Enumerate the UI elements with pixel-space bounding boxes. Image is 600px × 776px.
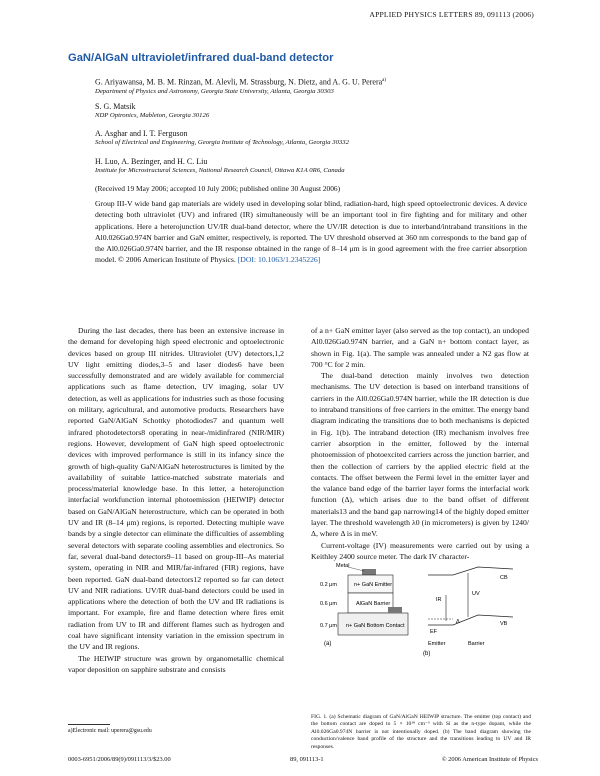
figure-caption: FIG. 1. (a) Schematic diagram of GaN/AlGaN HEIWIP structure. The emitter (top contact) and the bottom contact are doped to 5 × 10¹⁸ cm⁻³ with Si as the n-type dopant, while the Al0.026Ga0.974N barrier is not intentionally doped. (b) The band diagram showing the conduction/valence band profile of the structure and the transitions leading to UV and IR responses. — [311, 714, 531, 750]
label-vb: VB — [500, 621, 508, 627]
structure-diagram — [320, 563, 408, 647]
body-paragraph: The HEIWIP structure was grown by organometallic chemical vapor deposition on sapphire substrate and consists — [68, 653, 284, 674]
label-emitter-thickness: 0.2 μm — [320, 582, 337, 588]
label-uv: UV — [472, 591, 480, 597]
abstract-text: Group III-V wide band gap materials are widely used in developing solar blind, radiation-hard, high speed optoelectronic devices. A device detecting both ultraviolet (UV) and infrared (IR) simultaneously will be an important tool in fire fighting and for military and other applications. Here a heterojunction UV/IR dual-band detector, where the UV/IR detection is due to interband/intraband transitions in the Al0.026Ga0.974N barrier and GaN emitter, respectively, is reported. The UV threshold observed at 360 nm corresponds to the band gap of the Al0.026Ga0.974N barrier, and the IR response obtained in the range of 8–14 μm is in good agreement with the free carrier absorption model. © 2006 American Institute of Physics. — [95, 199, 527, 265]
doi-link[interactable]: [DOI: 10.1063/1.2345226] — [237, 255, 321, 265]
institution: Institute for Microstructural Sciences, National Research Council, Ottawa K1A 0R6, Canada — [95, 167, 345, 174]
right-column — [311, 325, 529, 562]
metal-contact-bottom — [388, 607, 402, 613]
label-panel-a: (a) — [324, 641, 332, 647]
author-list: A. Asghar and I. T. Ferguson — [95, 129, 188, 138]
received-dates: (Received 19 May 2006; accepted 10 July 2006; published online 30 August 2006) — [95, 184, 341, 193]
author-list: H. Luo, A. Bezinger, and H. C. Liu — [95, 157, 208, 166]
affiliation-4 — [95, 157, 345, 175]
label-delta: Δ — [456, 619, 460, 625]
footnote-rule — [68, 724, 110, 725]
affiliation-3 — [95, 129, 349, 147]
footer-right: © 2006 American Institute of Physics — [441, 756, 538, 763]
band-diagram — [423, 567, 513, 657]
institution: NDP Optronics, Mableton, Georgia 30126 — [95, 112, 210, 119]
body-paragraph: The dual-band detection mainly involves two detection mechanisms. The UV detection is based on interband transitions of carriers in the Al0.026Ga0.974N barrier, while the IR detection is due to intraband transitions of free carriers in the emitter. The energy band diagram indicating the transitions due to both mechanisms is depicted in Fig. 1(b). The intraband detection (IR) mechanism involves free carrier absorption in the emitter, followed by the internal photoemission of photoexcited carriers across the junction barrier, and then the collection of carriers by the applied electric field at the contacts. The offset between the Fermi level in the emitter layer and the valance band edge of the barrier layer forms the interfacial work function (Δ), which arises due to the band offset of different materials13 and the band gap narrowing14 of the highly doped emitter layer. The threshold wavelength λ0 (in micrometers) is given by 1240/Δ, where Δ is in meV. — [311, 371, 529, 539]
body-paragraph: of a n+ GaN emitter layer (also served as the top contact), an undoped Al0.026Ga0.974N barrier, and a GaN n+ bottom contact layer, as shown in Fig. 1(a). The sample was annealed under a N2 gas flow at 700 °C for 2 min. — [311, 326, 529, 369]
label-barrier-thickness: 0.6 μm — [320, 601, 337, 607]
label-contact: n+ GaN Bottom Contact — [346, 623, 405, 629]
author-list: G. Ariyawansa, M. B. M. Rinzan, M. Alevli, M. Strassburg, N. Dietz, and A. G. U. Perera$^{a)}$ — [95, 77, 387, 87]
label-ef: EF — [430, 629, 438, 635]
paper-title: GaN/AlGaN ultraviolet/infrared dual-band detector — [68, 52, 334, 64]
label-barrier: AlGaN Barrier — [356, 601, 391, 607]
running-head: APPLIED PHYSICS LETTERS 89, 091113 (2006) — [369, 10, 534, 19]
left-column — [68, 325, 284, 675]
affiliation-2 — [95, 102, 209, 120]
body-paragraph: During the last decades, there has been an extensive increase in the demand for developing high speed electronic and optoelectronic devices based on group III nitrides. Ultraviolet (UV) detectors,1,2 UV light emitting diodes,3–5 and laser diodes6 have been successfully demonstrated and are widely available for commercial applications such as flame detection, UV imaging, solar UV detection, as well as applications for industries such as those focusing on military, agricultural, and automotive products. Researchers have reported GaN/AlGaN Schottky photodiodes7 and quantum well infrared photodetectors8 operating in near-/midinfrared (NIR/MIR) regions. However, development of GaN high speed optoelectronic devices with improved performance is still in its infancy since the growth of high-quality GaN/AlGaN heterostructures is limited by the availability of suitable lattice-matched substrate materials and process/material knowledge base. In this letter, a heterojunction interfacial workfunction internal photoemission (HEIWIP) detector based on GaN/AlGaN heterostructure, which can be operated in both UV and IR (8–14 μm) regions, is reported. Detecting multiple wave bands by a single detector can eliminate the difficulties of assembling several detectors with separate cooling assemblies and electronics. So far, several dual-band detectors9–11 based on group-III–As material system, operating in NIR and MIR/far-infrared (FIR) regions, have been reported. GaN dual-band detectors12 reported so far can detect UV and NIR radiations. UV/IR dual-band detectors could be used in applications where the detection of both the UV and IR radiations is important. For example, fire and flame detection where fires emit radiation from UV to IR and different flames such as hydrogen and coal have significant intensity variation in the emission spectrum in the UV and IR regions. — [68, 326, 284, 652]
label-emitter-b: Emitter — [428, 641, 446, 647]
footnote: a)Electronic mail: uperera@gsu.edu — [68, 728, 152, 734]
label-panel-b: (b) — [423, 651, 431, 657]
institution: School of Electrical and Engineering, Georgia Institute of Technology, Atlanta, Georgia 30332 — [95, 139, 349, 146]
label-metal: Metal — [336, 563, 350, 569]
label-contact-thickness: 0.7 μm — [320, 623, 337, 629]
footer-left: 0003-6951/2006/89(9)/091113/3/$23.00 — [68, 756, 171, 763]
label-emitter: n+ GaN Emitter — [354, 582, 393, 588]
conduction-band — [428, 567, 513, 575]
label-ir: IR — [436, 597, 442, 603]
abstract — [95, 198, 527, 266]
footer-center: 89, 091113-1 — [290, 756, 324, 763]
label-barrier-b: Barrier — [468, 641, 485, 647]
institution: Department of Physics and Astronomy, Georgia State University, Atlanta, Georgia 30303 — [95, 87, 334, 95]
footnote-marker: a) — [382, 78, 387, 83]
affiliation-1 — [95, 76, 386, 96]
author-list: S. G. Matsik — [95, 102, 136, 111]
label-cb: CB — [500, 575, 508, 581]
body-paragraph: Current-voltage (IV) measurements were carried out by using a Keithley 2400 source meter. The dark IV character- — [311, 540, 529, 561]
metal-contact-top — [362, 569, 376, 575]
figure-1 — [318, 555, 518, 700]
